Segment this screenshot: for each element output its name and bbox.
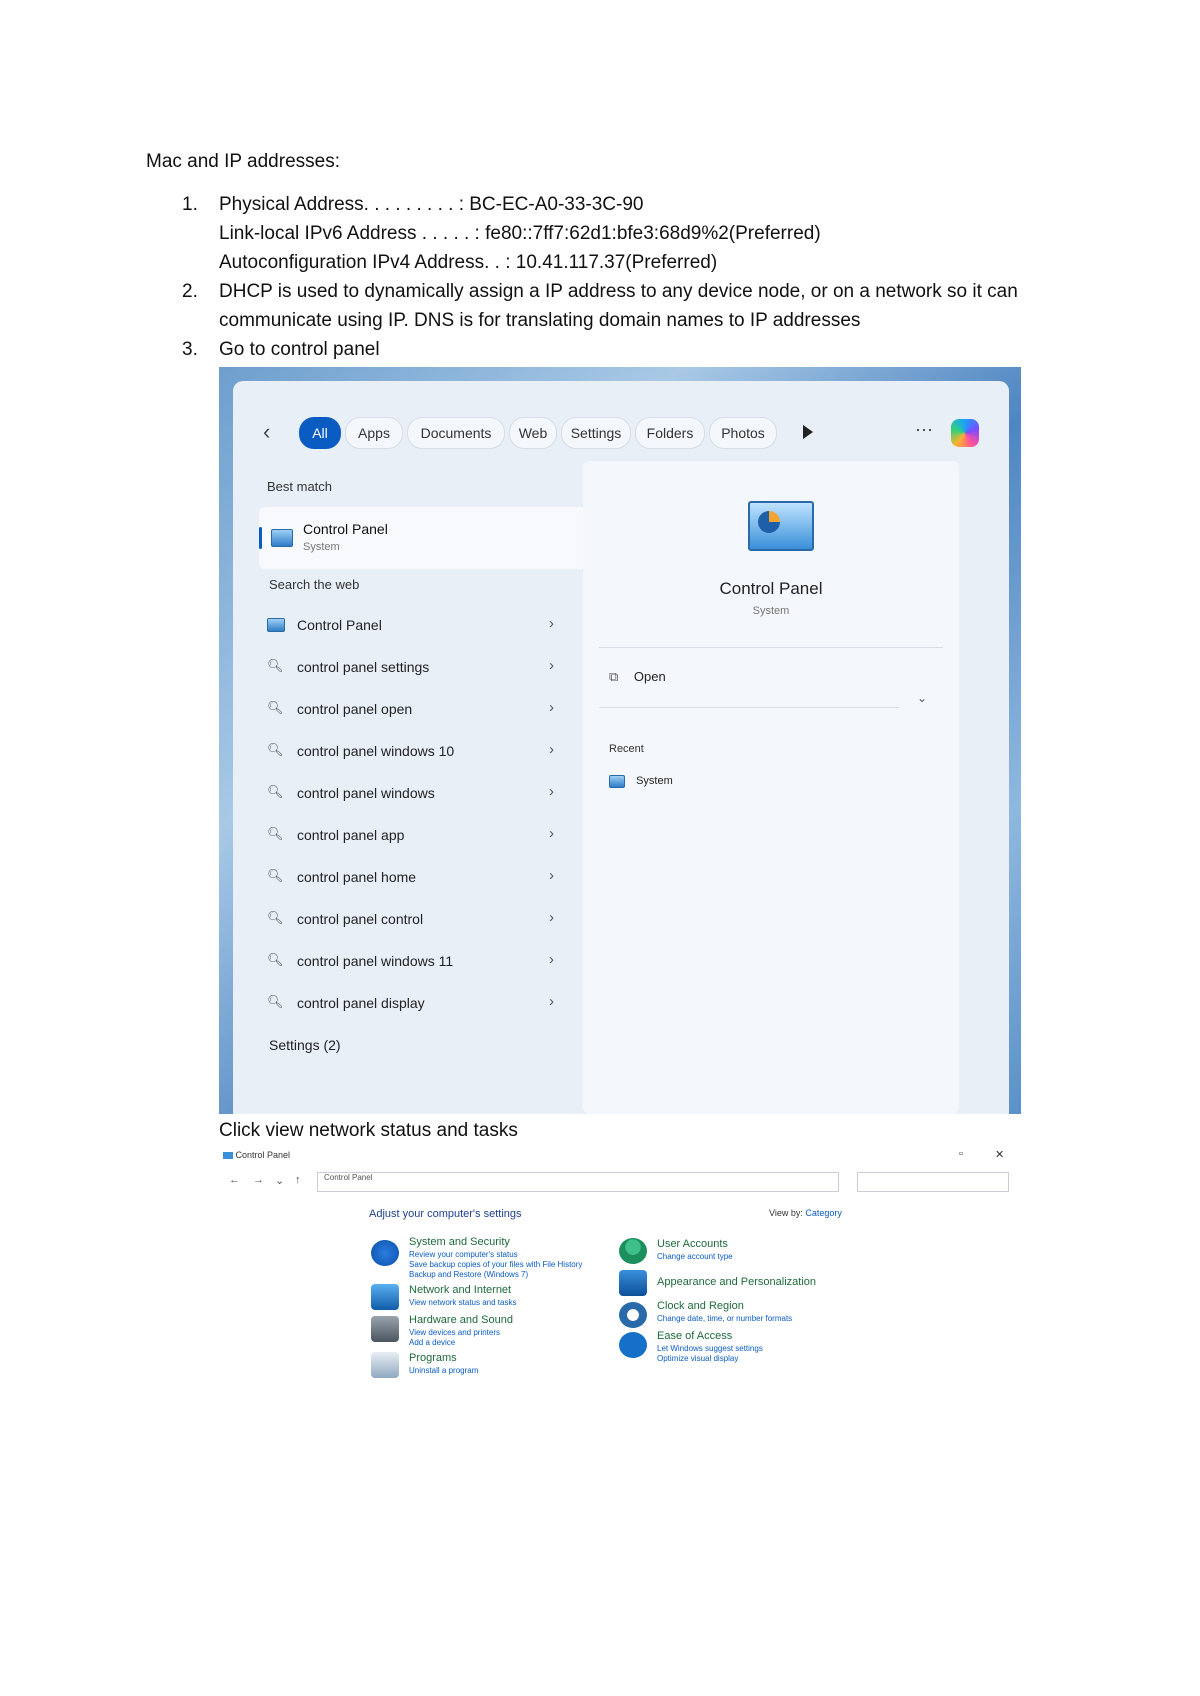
result-label: control panel settings [297,659,430,675]
divider [599,707,899,708]
result-label: control panel open [297,701,413,717]
shield-icon[interactable] [371,1240,399,1266]
accessibility-icon[interactable] [619,1332,647,1358]
step3-line: Go to control panel [219,339,380,360]
more-icon[interactable]: ··· [915,419,933,439]
category-link[interactable]: Review your computer's status [409,1250,518,1259]
result-row[interactable] [267,825,557,847]
search-icon: 🔍︎ [267,994,284,1009]
search-input[interactable] [857,1172,1009,1192]
chevron-right-icon: › [549,867,554,884]
result-label: control panel home [297,869,417,885]
list-item-1 [146,190,1076,277]
result-label: control panel windows [297,785,435,801]
window-title: Control Panel [223,1150,290,1160]
chevron-right-icon: › [549,825,554,842]
control-panel-icon [267,618,285,632]
search-panel [233,381,1009,1114]
category-appearance[interactable]: Appearance and Personalization [657,1276,817,1288]
search-icon: 🔍︎ [267,868,284,883]
result-row[interactable] [267,951,557,973]
result-row[interactable] [267,741,557,763]
best-match-subtitle: System [303,541,340,553]
result-label: control panel display [297,995,425,1011]
category-programs[interactable]: Programs [409,1352,457,1364]
result-label: Control Panel [297,617,382,633]
result-row[interactable] [267,993,557,1015]
control-panel-icon [223,1152,233,1159]
up-icon[interactable]: ↑ [295,1174,301,1186]
programs-icon[interactable] [371,1352,399,1378]
search-icon: 🔍︎ [267,952,284,967]
category-network-internet[interactable]: Network and Internet [409,1284,512,1296]
tab-all[interactable]: All [299,417,341,449]
preview-subtitle: System [752,605,790,617]
chevron-right-icon: › [549,993,554,1010]
divider [599,647,943,648]
category-link[interactable]: Change date, time, or number formats [657,1314,793,1323]
clock-icon[interactable] [619,1302,647,1328]
view-by[interactable]: View by: Category [769,1208,842,1218]
result-row[interactable] [267,783,557,805]
chevron-right-icon: › [549,741,554,758]
best-match-card[interactable] [259,507,587,569]
search-icon: 🔍︎ [267,742,284,757]
back-icon[interactable]: ← [229,1174,240,1186]
tab-apps[interactable]: Apps [345,417,403,449]
control-panel-icon [271,529,293,547]
user-icon[interactable] [619,1238,647,1264]
category-link[interactable]: Optimize visual display [657,1354,739,1363]
chevron-right-icon: › [549,615,554,632]
category-link[interactable]: Backup and Restore (Windows 7) [409,1270,529,1279]
result-row[interactable] [267,699,557,721]
category-link[interactable]: View devices and printers [409,1328,501,1337]
category-user-accounts[interactable]: User Accounts [657,1238,728,1250]
copilot-icon[interactable] [951,419,979,447]
physical-address-line: Physical Address. . . . . . . . . : BC-EC-A0-33-3C-90 [219,194,644,215]
result-label: control panel windows 11 [297,953,454,969]
notes-list [146,190,1076,364]
control-panel-screenshot [219,1148,1011,1394]
dns-line: communicate using IP. DNS is for translating domain names to IP addresses [219,310,861,331]
printer-icon[interactable] [371,1316,399,1342]
item-number: 3. [182,339,198,360]
tab-photos[interactable]: Photos [709,417,777,449]
network-icon[interactable] [371,1284,399,1310]
control-panel-icon [748,501,814,551]
maximize-icon[interactable]: ▫ [959,1148,963,1160]
selection-bar [259,527,262,549]
chevron-right-icon: › [549,657,554,674]
recent-item[interactable]: System [609,775,673,788]
result-row[interactable] [267,657,557,679]
category-clock-region[interactable]: Clock and Region [657,1300,744,1312]
search-web-label: Search the web [269,577,360,592]
list-item-2 [146,277,1076,335]
result-row[interactable] [267,909,557,931]
category-link[interactable]: Change account type [657,1252,733,1261]
chevron-right-icon: › [549,699,554,716]
doc-heading: Mac and IP addresses: [146,151,340,172]
settings-count-label[interactable]: Settings (2) [269,1037,341,1053]
best-match-title: Control Panel [303,521,388,537]
recent-label: Recent [609,743,644,755]
tab-folders[interactable]: Folders [635,417,705,449]
result-label: control panel control [297,911,424,927]
category-link[interactable]: Let Windows suggest settings [657,1344,763,1353]
page-title: Adjust your computer's settings [369,1208,522,1220]
chevron-right-icon: › [549,909,554,926]
result-row[interactable] [267,615,557,637]
item-number: 2. [182,281,198,302]
ipv4-line: Autoconfiguration IPv4 Address. . : 10.41.117.37(Preferred) [219,252,718,273]
monitor-icon[interactable] [619,1270,647,1296]
play-icon[interactable] [803,425,813,439]
best-match-label: Best match [267,479,333,494]
category-hardware-sound[interactable]: Hardware and Sound [409,1314,513,1326]
category-link[interactable]: Add a device [409,1338,456,1347]
result-label: control panel app [297,827,405,843]
preview-title: Control Panel [719,579,823,598]
list-item-3 [146,335,1076,364]
category-link[interactable]: Save backup copies of your files with File History [409,1260,583,1269]
address-bar[interactable] [317,1172,839,1192]
chevron-down-icon[interactable]: ⌄ [275,1175,285,1187]
result-row[interactable] [267,867,557,889]
view-network-status-link[interactable]: View network status and tasks [409,1298,517,1307]
tab-documents[interactable]: Documents [407,417,505,449]
category-ease-of-access[interactable]: Ease of Access [657,1330,733,1342]
search-icon: 🔍︎ [267,910,284,925]
chevron-right-icon: › [549,783,554,800]
breadcrumb: Control Panel [324,1173,373,1182]
forward-icon[interactable]: → [253,1174,264,1186]
chevron-down-icon[interactable]: ⌄ [917,691,928,705]
item-number: 1. [182,194,198,215]
search-icon: 🔍︎ [267,826,284,841]
caption-network: Click view network status and tasks [219,1120,518,1141]
search-screenshot [219,367,1021,1114]
tab-settings[interactable]: Settings [561,417,631,449]
result-label: control panel windows 10 [297,743,455,759]
open-external-icon: ⧉ [609,669,619,684]
close-icon[interactable]: ✕ [995,1149,1005,1161]
dhcp-line: DHCP is used to dynamically assign a IP address to any device node, or on a network so it can [219,281,1018,302]
category-link[interactable]: Uninstall a program [409,1366,479,1375]
back-arrow-icon[interactable]: ‹ [263,419,271,444]
search-icon: 🔍︎ [267,658,284,673]
search-icon: 🔍︎ [267,700,284,715]
system-icon [609,775,625,788]
search-icon: 🔍︎ [267,784,284,799]
tab-web[interactable]: Web [509,417,557,449]
category-system-security[interactable]: System and Security [409,1236,510,1248]
chevron-right-icon: › [549,951,554,968]
preview-pane [583,461,959,1114]
open-button[interactable]: ⧉ Open [609,669,666,684]
ipv6-line: Link-local IPv6 Address . . . . . : fe80::7ff7:62d1:bfe3:68d9%2(Preferred) [219,223,821,244]
